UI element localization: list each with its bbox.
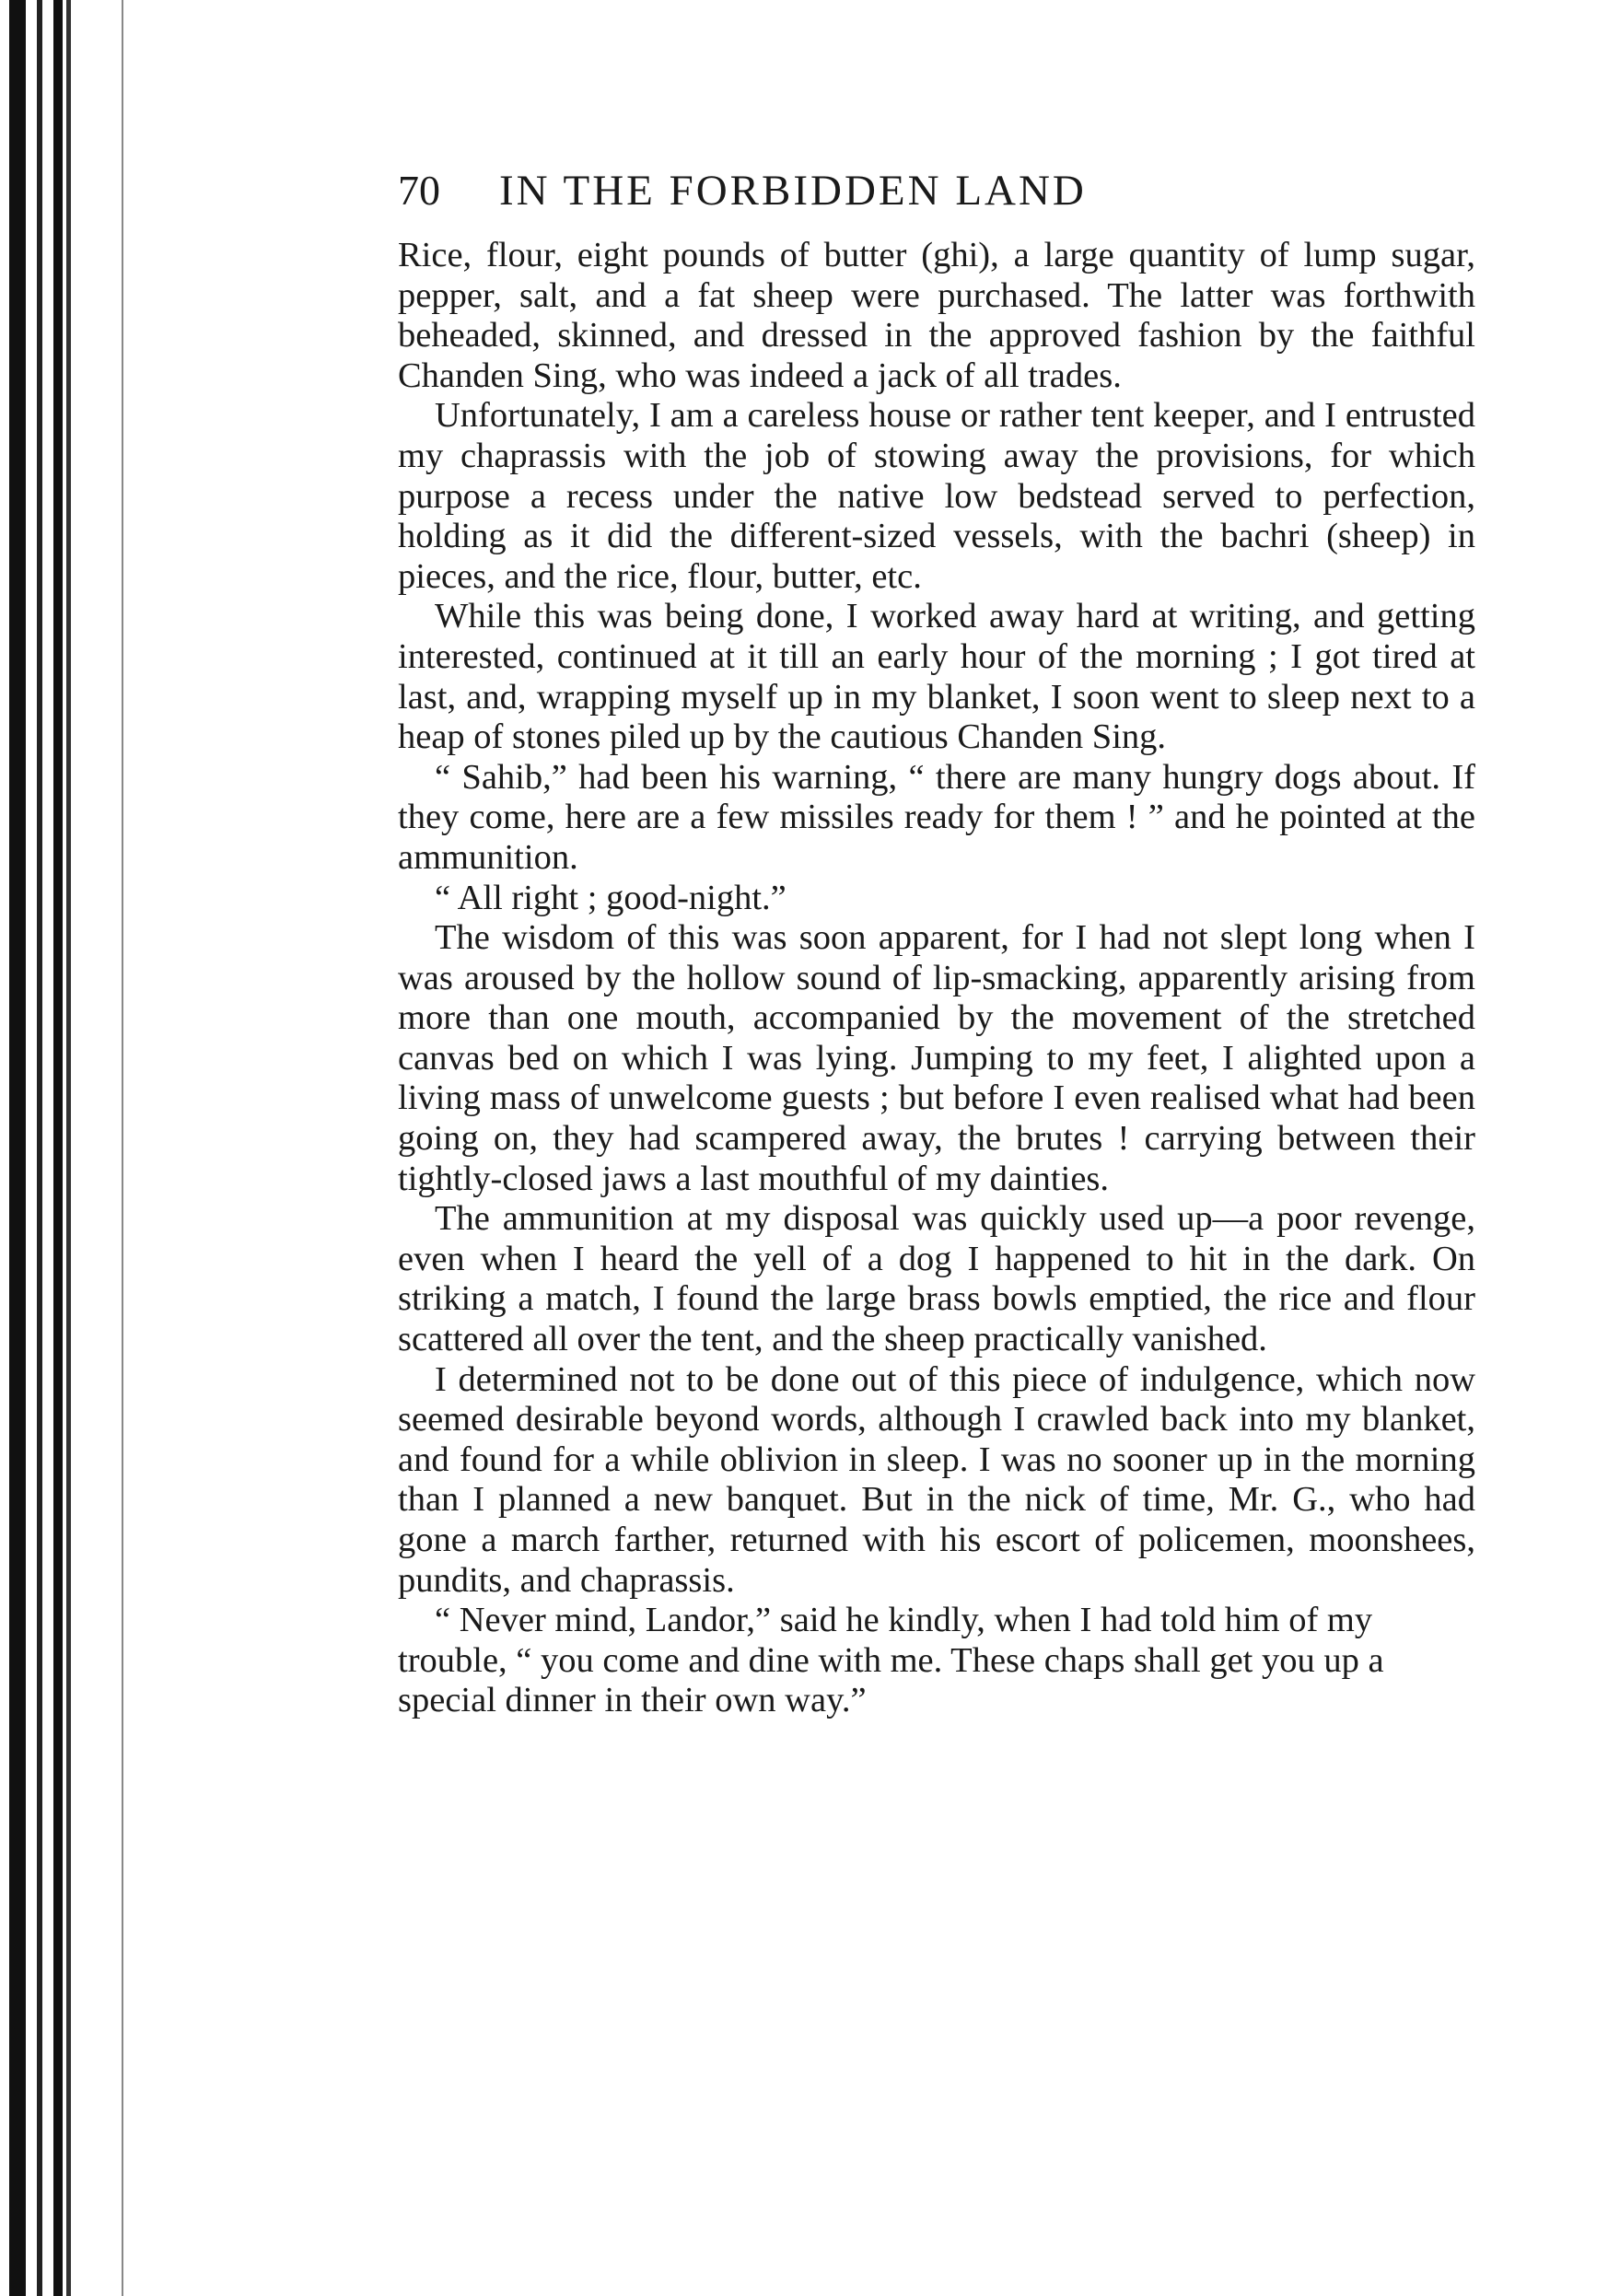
paragraph: I determined not to be done out of this piece of indulgence, which now seemed desirable beyond words, although I crawled back into my blanket, and found for a while oblivion in sleep. I was no sooner up in the morning than I planned a new banquet. But in the nick of time, Mr. G., who had gone a march farther, returned with his escort of policemen, moonshees, pundits, and chaprassis. [398,1359,1475,1600]
body-text [398,236,1475,1721]
binding-edge [53,0,63,2296]
paragraph: Rice, flour, eight pounds of butter (ghi), a large quantity of lump sugar, pepper, salt, and a fat sheep were purchased. The latter was forthwith beheaded, skinned, and dressed in the approved fashion by the faithful Chanden Sing, who was indeed a jack of all trades. [398,236,1475,395]
page-number: 70 [398,167,440,214]
page-margin-line [122,0,123,2296]
paragraph: “ Never mind, Landor,” said he kindly, when I had told him of my trouble, “ you come and dine with me. These chaps shall get you up a special dinner in their own way.” [398,1601,1384,1720]
paragraph: The ammunition at my disposal was quickly used up—a poor revenge, even when I heard the yell of a dog I happened to hit in the dark. On striking a match, I found the large brass bowls emptied, the rice and flour scattered all over the tent, and the sheep practically vanished. [398,1199,1475,1359]
running-head [398,166,1475,230]
binding-edge [9,0,26,2296]
paragraph: While this was being done, I worked away hard at writing, and getting interested, continued at it till an early hour of the morning ; I got tired at last, and, wrapping myself up in my blanket, I soon went to sleep next to a heap of stones piled up by the cautious Chanden Sing. [398,597,1475,757]
running-title: IN THE FORBIDDEN LAND [499,167,1087,215]
paragraph: Unfortunately, I am a careless house or rather tent keeper, and I entrusted my chaprassis with the job of stowing away the provisions, for which purpose a recess under the native low bedstead served to perfection, holding as it did the different-sized vessels, with the bachri (sheep) in pieces, and the rice, flour, butter, etc. [398,396,1475,596]
paragraph: The wisdom of this was soon apparent, for I had not slept long when I was aroused by the hollow sound of lip-smacking, apparently arising from more than one mouth, accompanied by the movement of the stretched canvas bed on which I was lying. Jumping to my feet, I alighted upon a living mass of unwelcome guests ; but before I even realised what had been going on, they had scampered away, the brutes ! carrying between their tightly-closed jaws a last mouthful of my dainties. [398,918,1475,1198]
paragraph: “ Sahib,” had been his warning, “ there are many hungry dogs about. If they come, here are a few missiles ready for them ! ” and he pointed at the ammunition. [398,757,1475,877]
binding-edge [37,0,42,2296]
binding-edge [66,0,71,2296]
paragraph: “ All right ; good-night.” [435,878,787,917]
book-page [398,166,1475,1721]
binding-gutter [0,0,138,2296]
